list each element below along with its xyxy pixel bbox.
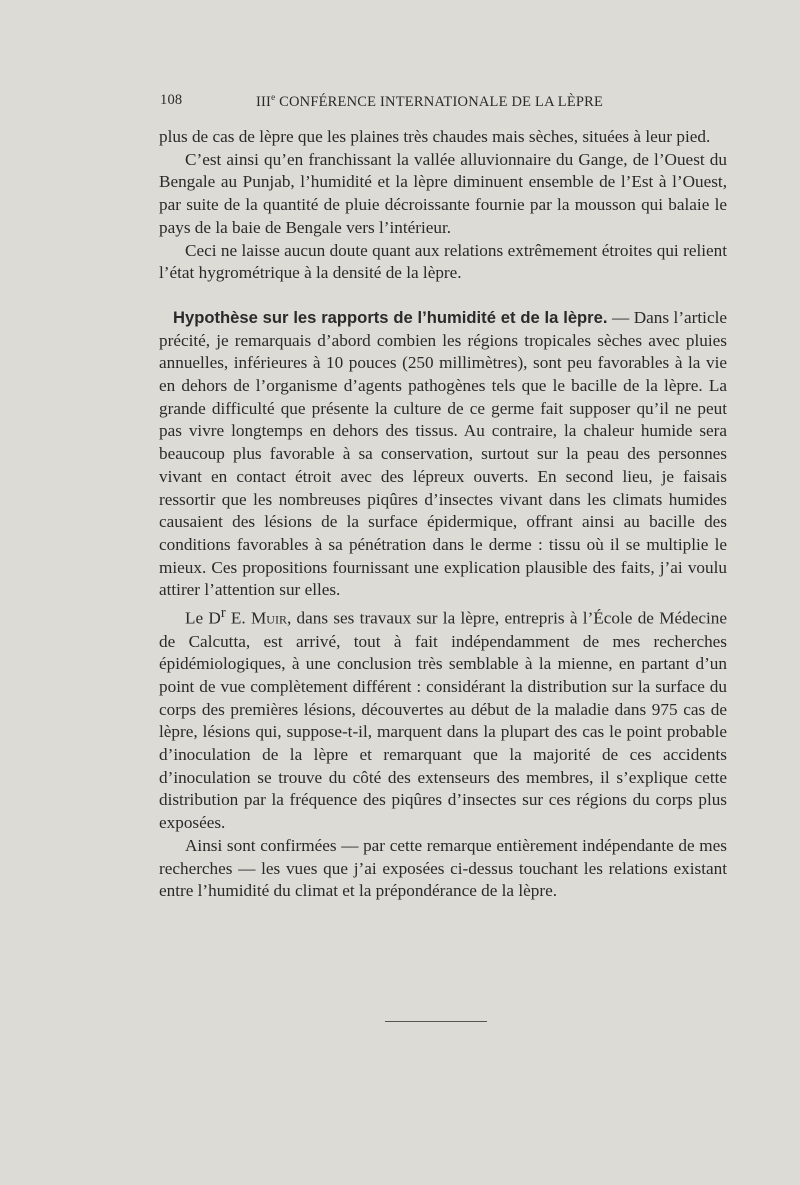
- section-paragraph: Hypothèse sur les rapports de l’humidité et de la lèpre. — Dans l’article précité, je remarquais d’abord combien les régions tropicales sèches avec pluies annuelles, inférieures à 10 pouces (250 millimètres), sont peu favorables à la vie en dehors de l’organisme d’agents pathogènes tels que le bacille de la lèpre. La grande difficulté que présente la culture de ce germe fait supposer qu’il ne peut pas vivre longtemps en dehors des tissus. Au contraire, la chaleur humide sera beaucoup plus favorable à sa conservation, surtout sur la peau des personnes vivant en contact étroit avec des lépreux ouverts. En second lieu, je faisais ressortir que les nombreuses piqûres d’insectes vivant dans les climats humides causaient des lésions de la surface épidermique, offrant ainsi au bacille des conditions favorables à sa pénétration dans le derme : tissu où il se multiplie le mieux. Ces propositions fournissant une explication plausible des faits, j’ai voulu attirer l’attention sur elles.: [159, 307, 727, 600]
- paragraph: Ainsi sont confirmées — par cette remarque entièrement indépendante de mes recherches — les vues que j’ai exposées ci-dessus touchant les relations existant entre l’humidité du climat et la prépondérance de la lèpre.: [159, 835, 727, 901]
- page-number: 108: [160, 92, 183, 108]
- author-name: E. Muir: [225, 608, 287, 628]
- paragraph: plus de cas de lèpre que les plaines très chaudes mais sèches, situées à leur pied.: [159, 127, 711, 146]
- paragraph: Ceci ne laisse aucun doute quant aux relations extrêmement étroites qui relient l’état hygrométrique à la densité de la lèpre.: [159, 240, 727, 283]
- paragraph: C’est ainsi qu’en franchissant la vallée alluvionnaire du Gange, de l’Ouest du Bengale au Punjab, l’humidité et la lèpre diminuent ensemble de l’Est à l’Ouest, par suite de la quantité de pluie décroissante fournie par la mousson qui balaie le pays de la baie de Bengale vers l’intérieur.: [159, 149, 727, 237]
- end-rule: [385, 1021, 487, 1022]
- section-heading: Hypothèse sur les rapports de l’humidité et de la lèpre.: [173, 307, 608, 327]
- running-title: IIIe CONFÉRENCE INTERNATIONALE DE LA LÈPRE: [256, 92, 604, 110]
- page-header: [160, 92, 628, 114]
- body-text: [159, 126, 727, 903]
- paragraph: Le $D^r$ E. Muir, dans ses travaux sur la lèpre, entrepris à l’École de Médecine de Calcutta, est arrivé, tout à fait indépendamment de mes recherches épidémiologiques, à une conclusion très semblable à la mienne, en partant d’un point de vue complètement différent : considérant la distribution sur la surface du corps des premières lésions, découvertes au début de la maladie dans 975 cas de lèpre, lésions qui, suppose-t-il, marquent dans la plupart des cas le point probable d’inoculation de la lèpre et remarquant que la majorité de ces accidents d’inoculation se trouve du côté des extenseurs des membres, il s’explique cette distribution par la fréquence des piqûres d’insectes sur ces régions du corps plus exposées.: [159, 605, 727, 833]
